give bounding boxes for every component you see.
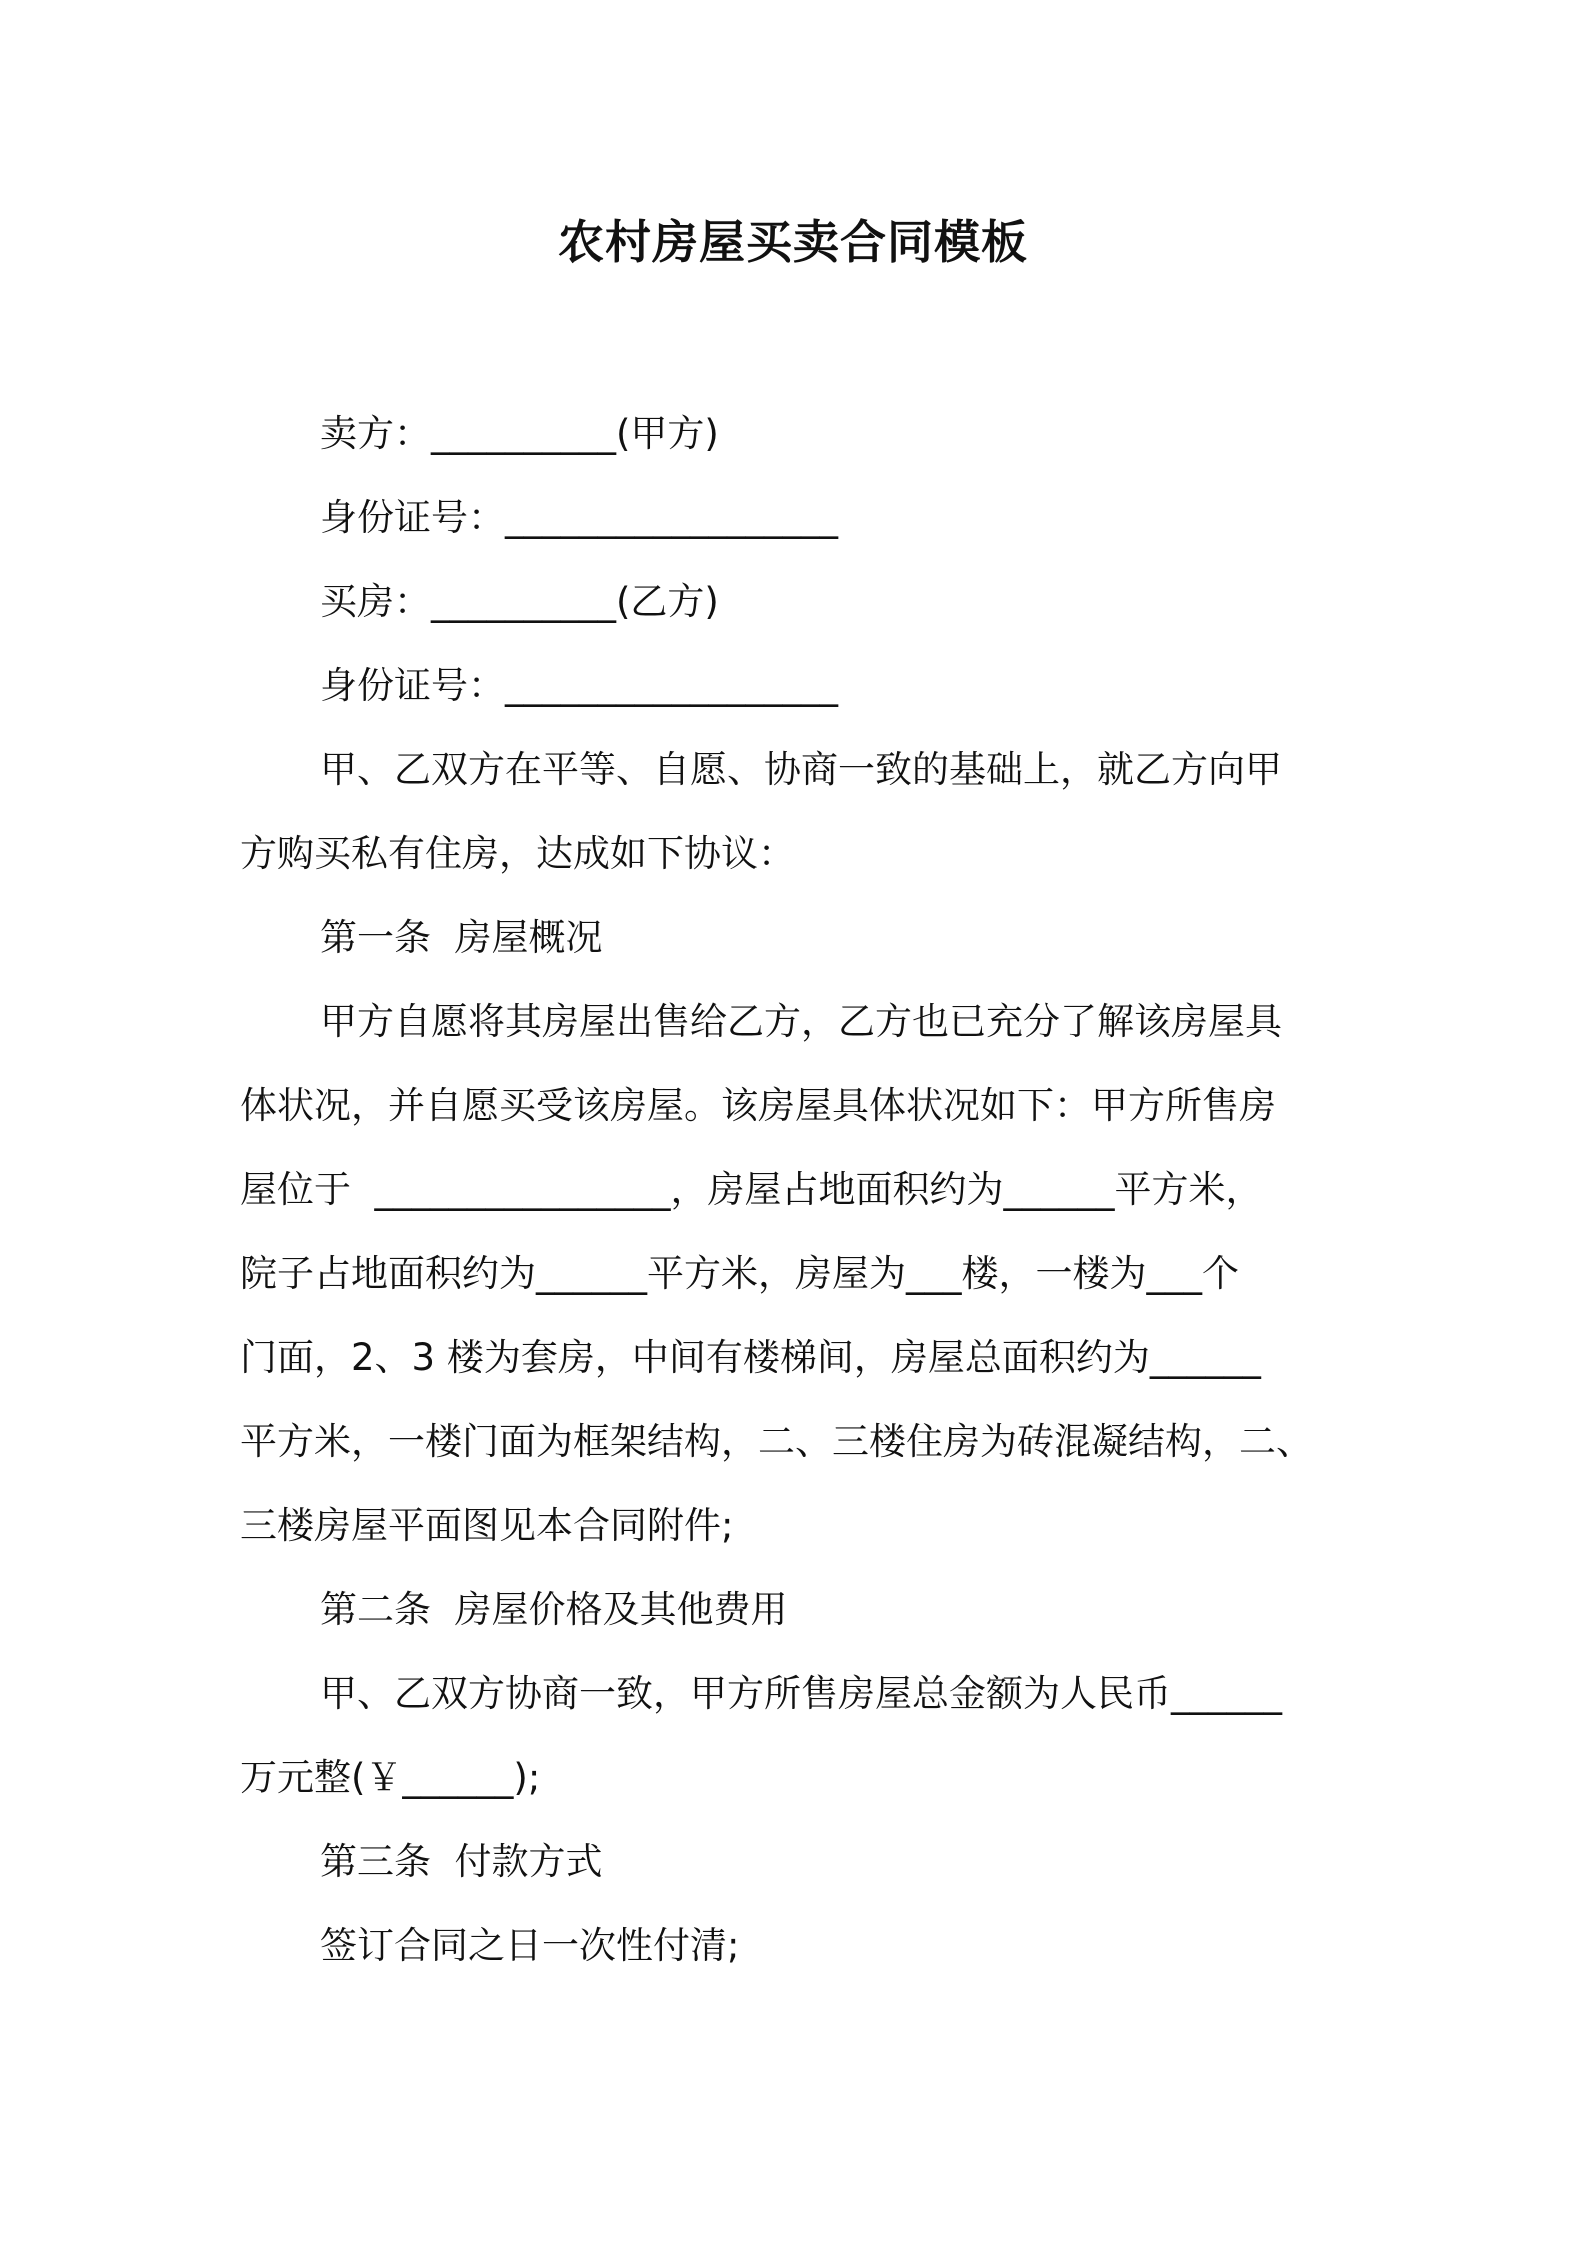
article-1-line-4: 院子占地面积约为______平方米，房屋为___楼，一楼为___个 xyxy=(240,1252,1239,1295)
article-3-line-1: 签订合同之日一次性付清; xyxy=(320,1924,740,1967)
article-1-line-3: 屋位于 ________________，房屋占地面积约为______平方米， xyxy=(240,1168,1263,1211)
article-1-line-5: 门面，2、3 楼为套房，中间有楼梯间，房屋总面积约为______ xyxy=(240,1336,1261,1379)
article-2-line-1: 甲、乙双方协商一致，甲方所售房屋总金额为人民币______ xyxy=(320,1672,1282,1715)
preamble-line-1: 甲、乙双方在平等、自愿、协商一致的基础上，就乙方向甲 xyxy=(320,748,1282,791)
seller-line: 卖方：__________(甲方) xyxy=(320,412,719,455)
article-1-line-2: 体状况，并自愿买受该房屋。该房屋具体状况如下：甲方所售房 xyxy=(240,1084,1276,1127)
preamble-line-2: 方购买私有住房，达成如下协议： xyxy=(240,832,795,875)
document-title: 农村房屋买卖合同模板 xyxy=(558,215,1028,269)
article-1-line-1: 甲方自愿将其房屋出售给乙方，乙方也已充分了解该房屋具 xyxy=(320,1000,1282,1043)
article-1-heading: 第一条 房屋概况 xyxy=(320,916,603,959)
article-3-heading: 第三条 付款方式 xyxy=(320,1840,603,1883)
article-1-line-6: 平方米，一楼门面为框架结构，二、三楼住房为砖混凝结构，二、 xyxy=(240,1420,1313,1463)
buyer-id-line: 身份证号：__________________ xyxy=(320,664,838,707)
article-2-line-2: 万元整(￥______); xyxy=(240,1756,541,1799)
buyer-line: 买房：__________(乙方) xyxy=(320,580,719,623)
article-1-line-7: 三楼房屋平面图见本合同附件; xyxy=(240,1504,734,1547)
seller-id-line: 身份证号：__________________ xyxy=(320,496,838,539)
article-2-heading: 第二条 房屋价格及其他费用 xyxy=(320,1588,788,1631)
